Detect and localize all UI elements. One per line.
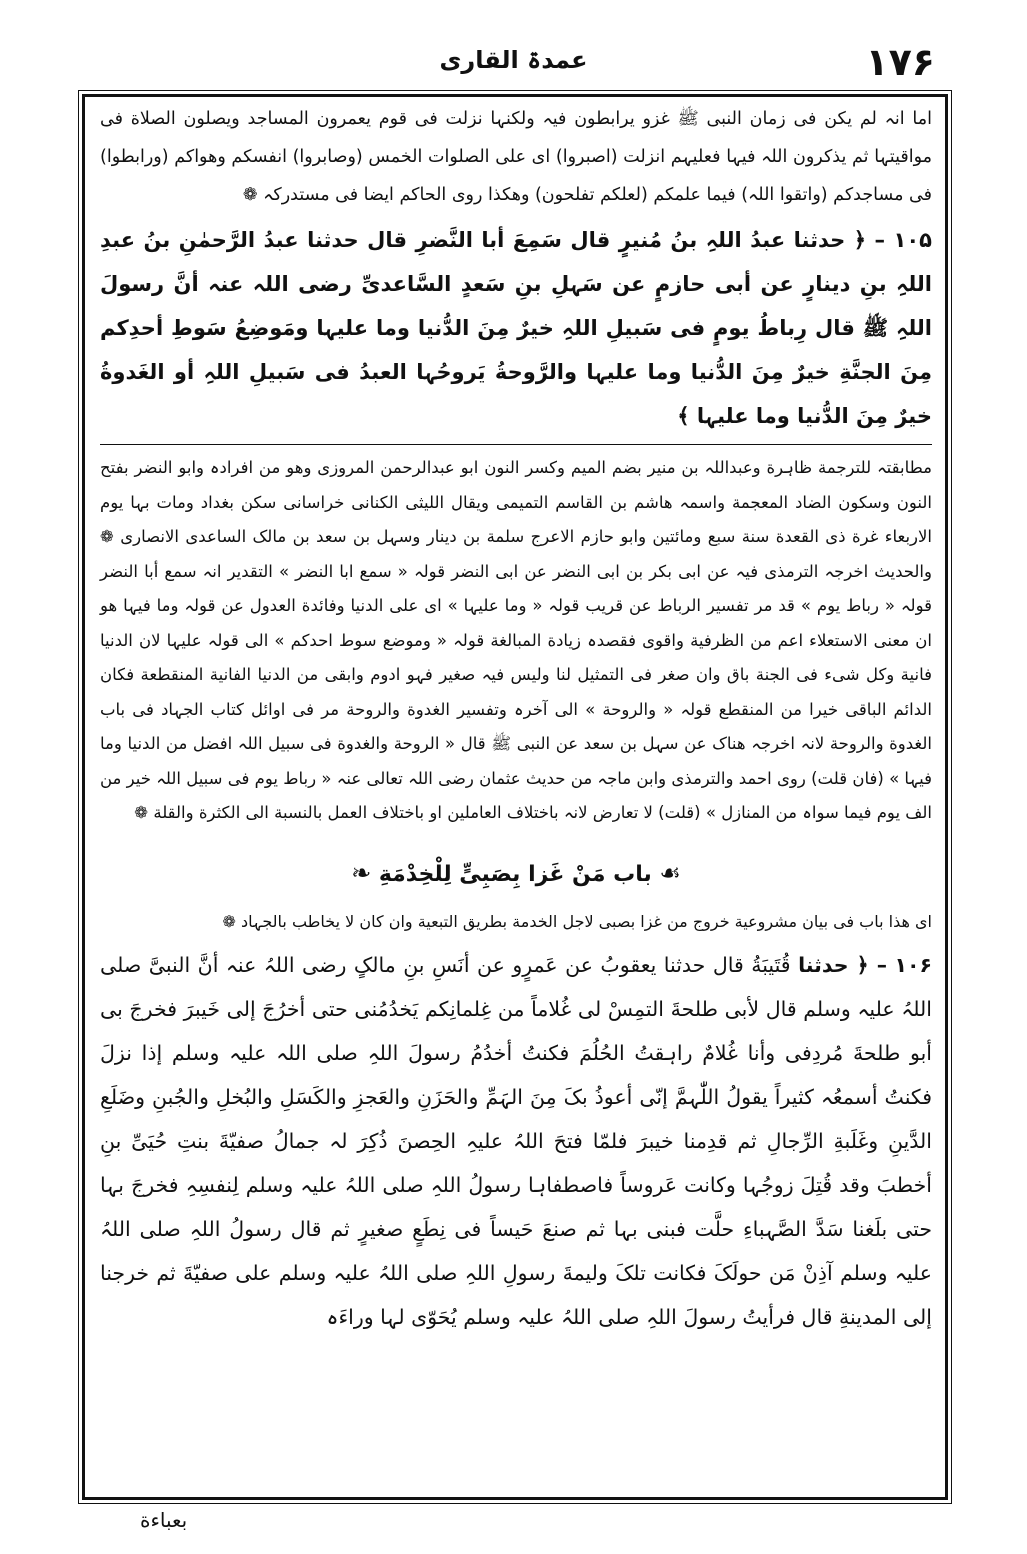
catchword: بعباءة <box>140 1508 188 1532</box>
page-number: ۱۷۶ <box>865 40 935 84</box>
hadith-105 <box>100 218 932 438</box>
hadith-opening: – ﴿ حدثنا <box>798 952 887 977</box>
hadith-text: عبدُ اللہِ بنُ مُنیرٍ قال سَمِعَ أبا النَّضرِ قال حدثنا عبدُ الرَّحمٰنِ بنُ عبدِ اللہِ بنِ دینارٍ عن أبی حازمٍ عن سَہلِ بنِ سَعدٍ السَّاعدیِّ رضی اللہ عنہ أنَّ رسولَ اللہِ ﷺ قال رِباطُ یومٍ فی سَبیلِ اللہِ خیرٌ مِنَ الدُّنیا وما علیہا ومَوضِعُ سَوطِ أحدِکم مِنَ الجنَّةِ خیرٌ مِنَ الدُّنیا وما علیہا والرَّوحةُ یَروحُہا العبدُ فی سَبیلِ اللہِ أو الغَدوةُ خیرٌ مِنَ الدُّنیا وما علیہا ﴾ <box>100 228 932 428</box>
hadith-text: قُتَیبَةُ قال حدثنا یعقوبُ عن عَمرٍو عن أنَسِ بنِ مالکٍ رضی اللہُ عنہ أنَّ النبیَّ صلی اللہُ علیہ وسلم قال لأبی طلحةَ التمِسْ لی غُلاماً من غِلمانِکم یَخدُمُنی حتی أخرُجَ إلی خَیبرَ فخرجَ بی أبو طلحةَ مُردِفی وأنا غُلامٌ راہقتُ الحُلُمَ فکنتُ أخدُمُ رسولَ اللہِ صلی اللہ علیہ وسلم إذا نزلَ فکنتُ أسمعُہ کثیراً یقولُ اللّٰہمَّ إنّی أعوذُ بکَ مِنَ الہَمِّ والحَزَنِ والعَجزِ والکَسَلِ والبُخلِ والجُبنِ وضَلَعِ الدَّینِ وغَلَبةِ الرِّجالِ ثم قدِمنا خیبرَ فلمّا فتحَ اللہُ علیہِ الحِصنَ ذُکِرَ لہ جمالُ صفیّةَ بنتِ حُیَیِّ بنِ أخطبَ وقد قُتِلَ زوجُہا وکانت عَروساً فاصطفاہا رسولُ اللہِ صلی اللہُ علیہ وسلم لِنفسِہِ فخرجَ بہا حتی بلَغنا سَدَّ الصَّہباءِ حلَّت فبنی بہا ثم صنعَ حَیساً فی نِطَعٍ صغیرٍ ثم قال رسولُ اللہِ صلی اللہُ علیہ وسلم آذِنْ مَن حولَکَ فکانت تلکَ ولیمةَ رسولِ اللہِ صلی اللہُ علیہ وسلم علی صفیّةَ ثم خرجنا إلی المدینةِ قال فرأیتُ رسولَ اللہِ صلی اللہُ علیہ وسلم یُحَوّی لہا وراءَہ <box>100 952 932 1329</box>
section-divider <box>100 444 932 445</box>
page-header <box>0 40 1027 92</box>
ornament-icon: ☙ <box>659 858 681 887</box>
ornament-icon: ❧ <box>351 858 372 887</box>
chapter-note: ای ھذا باب فی بیان مشروعیة خروج من غزا بصبی لاجل الخدمة بطریق التبعیة وان کان لا یخاطب بالجہاد ❁ <box>222 911 932 931</box>
hadith-opening: – ﴿ حدثنا <box>793 228 886 252</box>
intro-paragraph: اما انہ لم یکن فی زمان النبی ﷺ غزو یرابطون فیہ ولکنہا نزلت فی قوم یعمرون المساجد ویصلون الصلاة فی مواقیتہا ثم یذکرون اللہ فیہا فعلیہم انزلت (اصبروا) ای علی الصلوات الخمس (وصابروا) انفسکم وھواکم (ورابطوا) فی مساجدکم (واتقوا اللہ) فیما علمکم (لعلکم تفلحون) وھکذا روی الحاکم ایضا فی مستدرکہ ❁ <box>100 109 932 205</box>
page-body <box>100 100 932 1339</box>
commentary-paragraph: مطابقتہ للترجمة ظاہرة وعبداللہ بن منیر بضم المیم وکسر النون ابو عبدالرحمن المروزی وھو من افرادہ وابو النضر بفتح النون وسکون الضاد المعجمة واسمہ ھاشم بن القاسم التمیمی ویقال اللیثی الکنانی خراسانی سکن بغداد ومات بہا یوم الاربعاء غرة ذی القعدة سنة سبع ومائتین وابو حازم الاعرج سلمة بن دینار وسہل بن سعد بن مالک الساعدی الانصاری ❁ والحدیث اخرجہ الترمذی فیہ عن ابی بکر بن ابی النضر عن ابی النضر قولہ « سمع ابا النضر » التقدیر انہ سمع أبا النضر قولہ « رباط یوم » قد مر تفسیر الرباط عن قریب قولہ « وما علیہا » ای علی الدنیا وفائدة العدول عن قولہ وما فیہا ھو ان معنی الاستعلاء اعم من الظرفیة واقوی فقصدہ زیادة المبالغة قولہ « وموضع سوط احدکم » الی قولہ علیہا لان الدنیا فانیة وکل شیء فی الجنة باق وان صغر فی التمثیل لنا ولیس فیہ صغیر فہو ادوم وابقی من الدنیا الفانیة المنقطعة فکان الدائم الباقی خیرا من المنقطع قولہ « والروحة » الی آخرہ وتفسیر الغدوة والروحة مر فی اوائل کتاب الجہاد فی باب الغدوة والروحة لانہ اخرجہ ھناک عن سہل بن سعد عن النبی ﷺ قال « الروحة والغدوة فی سبیل اللہ افضل من الدنیا وما فیہا » (فان قلت) روی احمد والترمذی وابن ماجہ من حدیث عثمان رضی اللہ تعالی عنہ « رباط یوم فی سبیل اللہ خیر من الف یوم فیما سواہ من المنازل » (قلت) لا تعارض لانہ باختلاف العاملین او باختلاف العمل بالنسبة الی الکثرة والقلة ❁ <box>100 458 932 822</box>
hadith-number: ۱۰۶ <box>894 952 932 977</box>
hadith-number: ۱۰۵ <box>893 228 932 252</box>
chapter-heading <box>100 853 932 895</box>
hadith-106 <box>100 943 932 1339</box>
running-title: عمدۃ القاری <box>439 46 588 74</box>
chapter-title: باب مَنْ غَزا بِصَبِیٍّ لِلْخِدْمَةِ <box>378 861 652 887</box>
